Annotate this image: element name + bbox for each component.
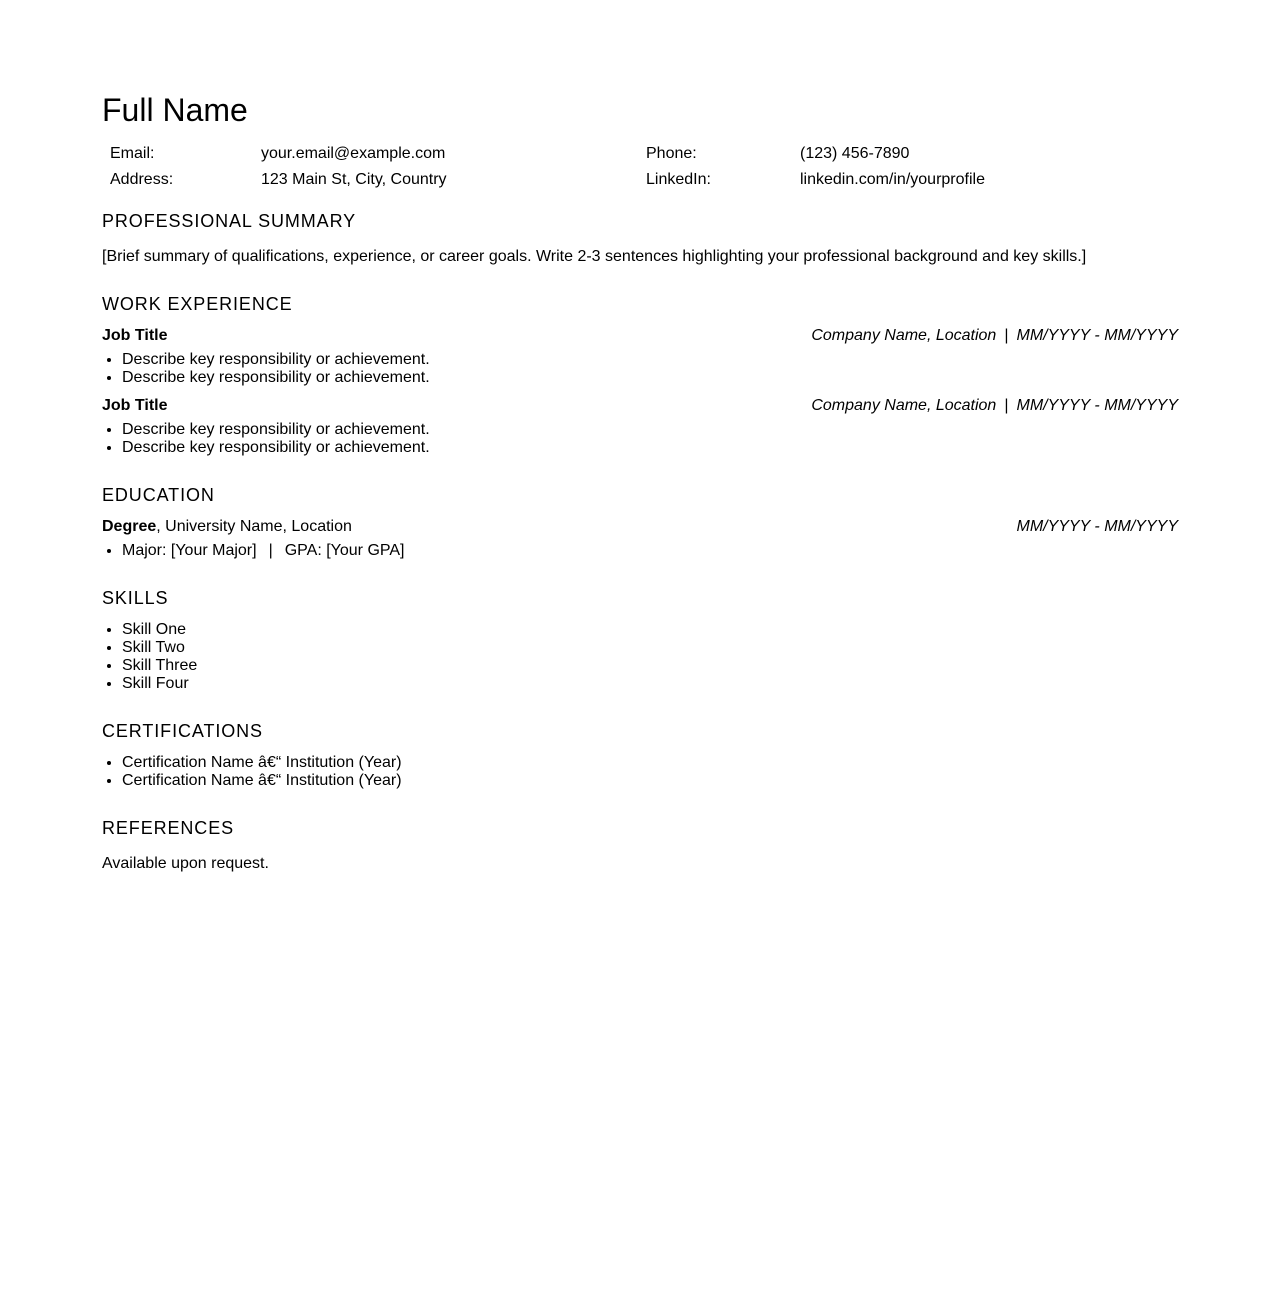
list-item: • Describe key responsibility or achievement. bbox=[122, 369, 430, 387]
list-item bbox=[122, 542, 405, 560]
summary-heading: PROFESSIONAL SUMMARY bbox=[102, 211, 357, 231]
list-item: • Skill Three bbox=[122, 657, 197, 675]
references-heading: REFERENCES bbox=[102, 818, 235, 838]
full-name: Full Name bbox=[102, 92, 248, 128]
list-item: • Describe key responsibility or achievement. bbox=[122, 351, 430, 369]
list-item: • Skill One bbox=[122, 621, 197, 639]
major: Major: [Your Major] bbox=[122, 542, 257, 559]
certifications-heading: CERTIFICATIONS bbox=[102, 721, 263, 741]
job-meta-separator: | bbox=[1004, 327, 1009, 344]
email-value: your.email@example.com bbox=[261, 145, 446, 162]
email-label: Email: bbox=[110, 145, 155, 162]
job-meta-separator: | bbox=[1004, 397, 1009, 414]
list-item: • Describe key responsibility or achievement. bbox=[122, 439, 430, 457]
experience-heading: WORK EXPERIENCE bbox=[102, 294, 293, 314]
job-dates: MM/YYYY - MM/YYYY bbox=[1016, 327, 1178, 344]
phone-value: (123) 456-7890 bbox=[800, 145, 910, 162]
references-text: Available upon request. bbox=[102, 855, 269, 872]
job-bullets bbox=[102, 421, 430, 457]
job-bullets bbox=[102, 351, 430, 387]
education-entry bbox=[102, 518, 352, 536]
job-company: Company Name, Location bbox=[811, 397, 997, 414]
job-meta bbox=[811, 397, 1178, 415]
list-item: • Skill Four bbox=[122, 675, 197, 693]
summary-text: [Brief summary of qualifications, experience, or career goals. Write 2-3 sentences highlighting your professional background and key skills.] bbox=[102, 248, 1087, 265]
skills-list bbox=[102, 621, 197, 693]
phone-label: Phone: bbox=[646, 145, 697, 162]
linkedin-label: LinkedIn: bbox=[646, 171, 711, 188]
institution: , University Name, Location bbox=[156, 518, 352, 535]
list-item: • Describe key responsibility or achievement. bbox=[122, 421, 430, 439]
job-title: Job Title bbox=[102, 327, 168, 344]
list-item: • Certification Name â€“ Institution (Year) bbox=[122, 772, 402, 790]
job-title: Job Title bbox=[102, 397, 168, 414]
education-heading: EDUCATION bbox=[102, 485, 215, 505]
linkedin-value: linkedin.com/in/yourprofile bbox=[800, 171, 985, 188]
job-company: Company Name, Location bbox=[811, 327, 997, 344]
gpa: GPA: [Your GPA] bbox=[284, 542, 405, 559]
list-item: • Skill Two bbox=[122, 639, 197, 657]
list-item: • Certification Name â€“ Institution (Year) bbox=[122, 754, 402, 772]
gpa-separator: | bbox=[268, 542, 273, 559]
degree: Degree bbox=[102, 518, 157, 535]
skills-heading: SKILLS bbox=[102, 588, 169, 608]
job-meta bbox=[811, 327, 1178, 345]
education-details bbox=[102, 542, 405, 560]
education-dates: MM/YYYY - MM/YYYY bbox=[1016, 518, 1178, 535]
job-dates: MM/YYYY - MM/YYYY bbox=[1016, 397, 1178, 414]
certifications-list bbox=[102, 754, 402, 790]
address-label: Address: bbox=[110, 171, 174, 188]
address-value: 123 Main St, City, Country bbox=[261, 171, 447, 188]
